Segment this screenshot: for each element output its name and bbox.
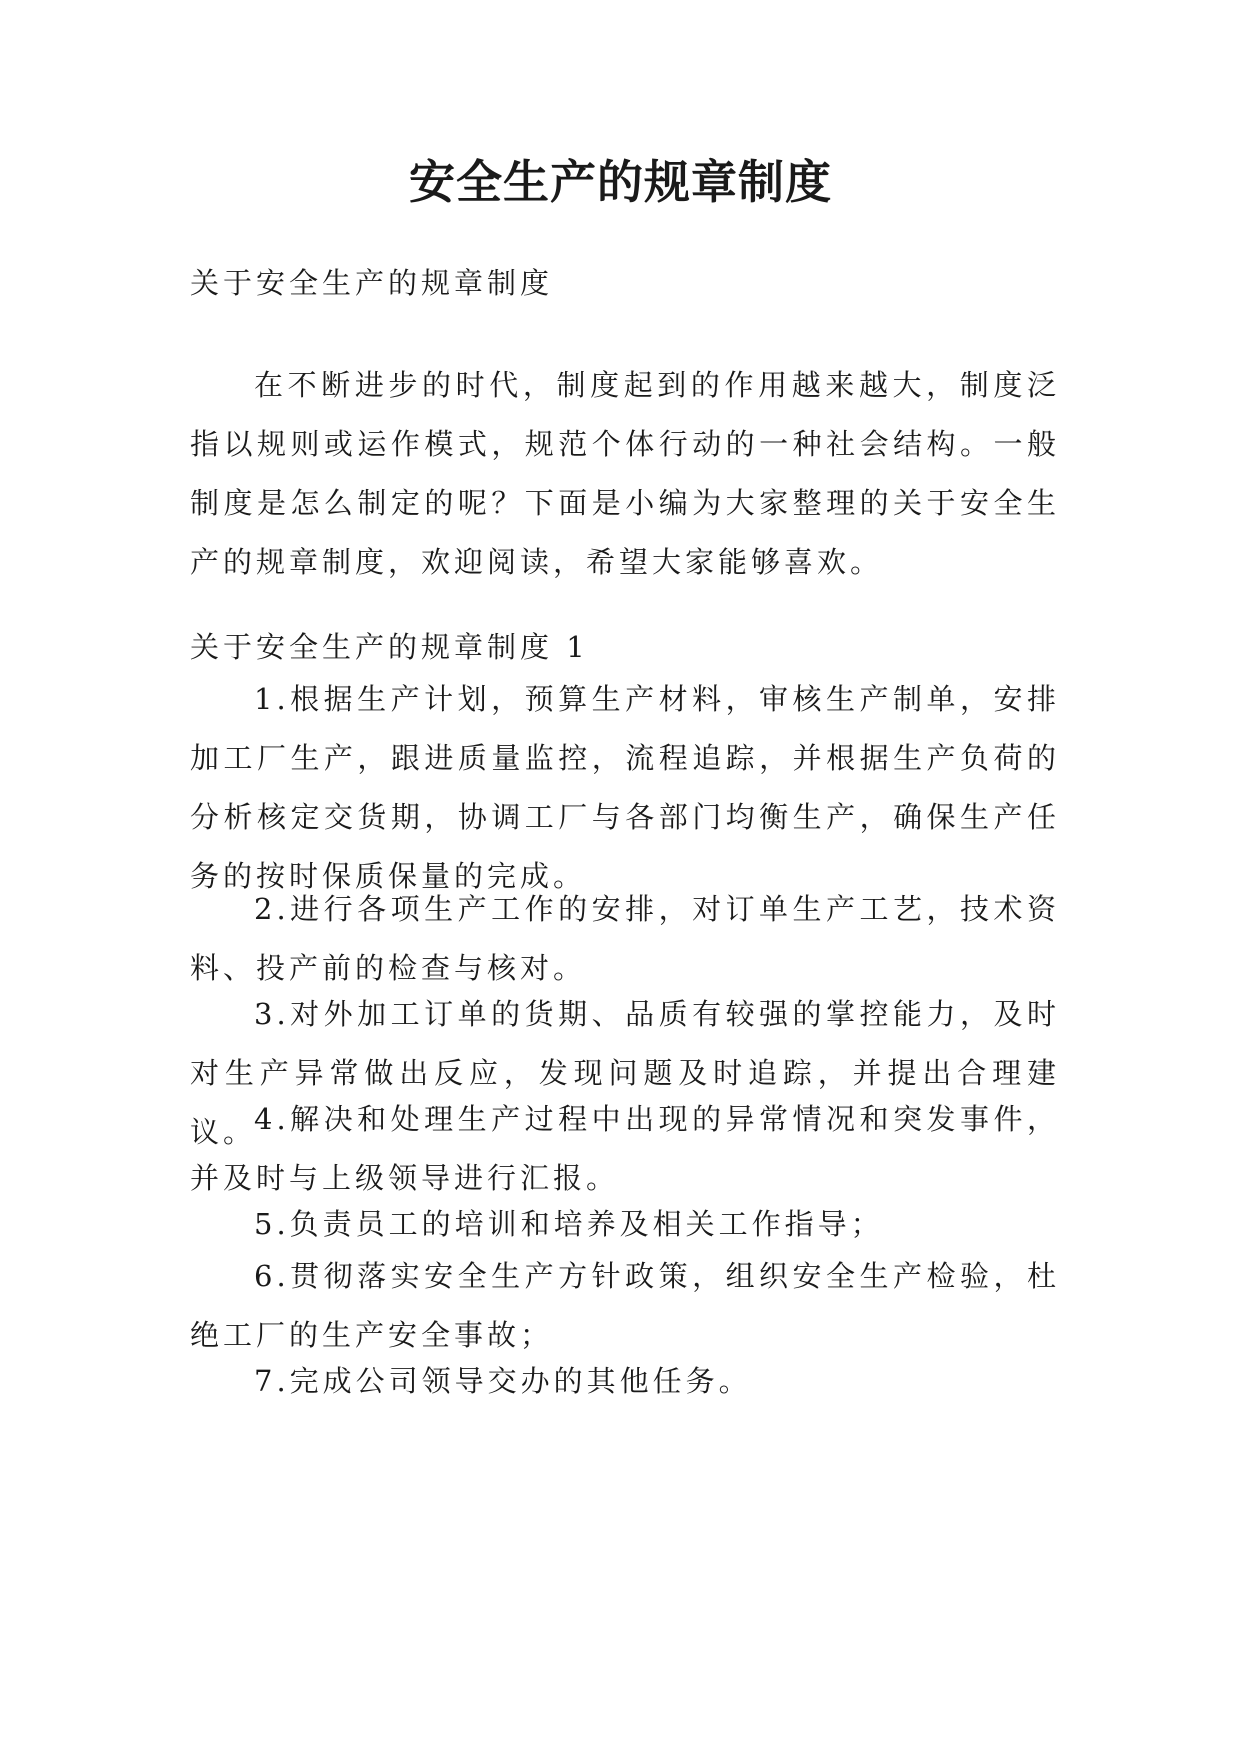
list-item-7: 7.完成公司领导交办的其他任务。 xyxy=(254,1364,752,1398)
intro-paragraph: 在不断进步的时代，制度起到的作用越来越大，制度泛指以规则或运作模式，规范个体行动的一种社会结构。一般制度是怎么制定的呢？下面是小编为大家整理的关于安全生产的规章制度，欢迎阅读，希望大家能够喜欢。 xyxy=(190,368,1060,579)
list-item-4: 4.解决和处理生产过程中出现的异常情况和突发事件，并及时与上级领导进行汇报。 xyxy=(190,1102,1060,1195)
list-item-1: 1.根据生产计划，预算生产材料，审核生产制单，安排加工厂生产，跟进质量监控，流程追踪，并根据生产负荷的分析核定交货期，协调工厂与各部门均衡生产，确保生产任务的按时保质保量的完成。 xyxy=(190,682,1060,893)
list-item-2: 2.进行各项生产工作的安排，对订单生产工艺，技术资料、投产前的检查与核对。 xyxy=(190,892,1060,985)
section-heading: 关于安全生产的规章制度 1 xyxy=(190,630,589,664)
document-title: 安全生产的规章制度 xyxy=(409,155,832,209)
list-item-5: 5.负责员工的培训和培养及相关工作指导； xyxy=(254,1207,884,1241)
list-item-3: 3.对外加工订单的货期、品质有较强的掌控能力，及时对生产异常做出反应，发现问题及时追踪，并提出合理建议。 xyxy=(190,997,1060,1149)
document-subtitle: 关于安全生产的规章制度 xyxy=(190,266,554,300)
list-item-6: 6.贯彻落实安全生产方针政策，组织安全生产检验，杜绝工厂的生产安全事故； xyxy=(190,1259,1060,1352)
